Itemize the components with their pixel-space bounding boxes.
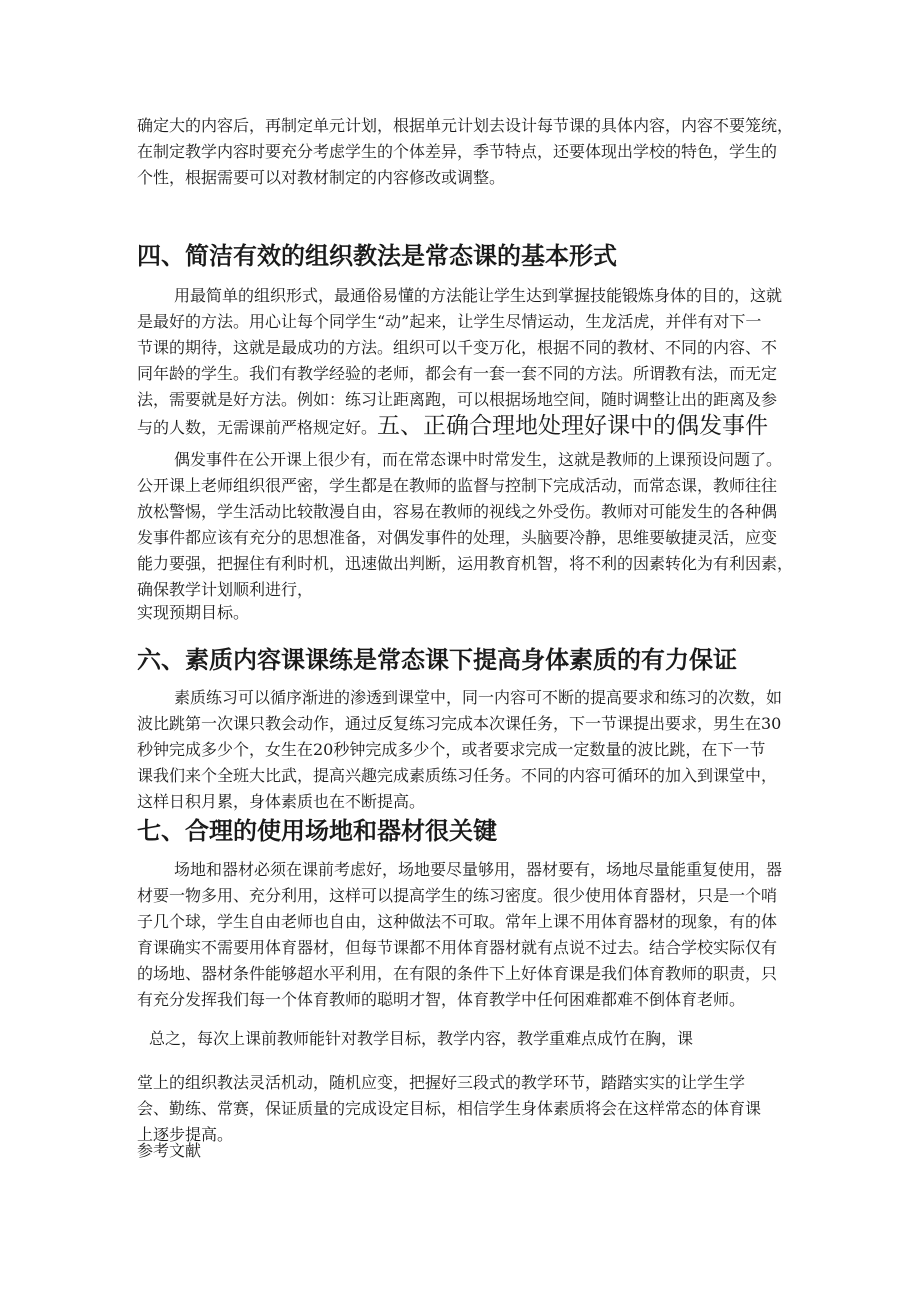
text-line: 确保教学计划顺利进行，: [137, 580, 314, 599]
text-line: 能力要强，把握住有利时机，迅速做出判断，运用教育机智，将不利的因素转化为有利因素，: [137, 554, 794, 573]
text-line: 堂上的组织教法灵活机动，随机应变，把握好三段式的教学环节，踏踏实实的让学生学: [137, 1073, 746, 1092]
text-line: 法，需要就是好方法。例如：练习让距离跑，可以根据场地空间，随时调整让出的距离及参: [137, 390, 778, 409]
text-line: 会、勤练、常赛，保证质量的完成设定目标，相信学生身体素质将会在这样常态的体育课: [137, 1099, 762, 1118]
section-7-paragraph: [137, 857, 782, 1013]
text-line: 同年龄的学生。我们有教学经验的老师，都会有一套一套不同的方法。所谓教有法，而无定: [137, 364, 778, 383]
section-5-paragraph: [137, 447, 793, 603]
text-line: 波比跳第一次课只教会动作，通过反复练习完成本次课任务，下一节课提出要求，男生在30: [137, 714, 782, 733]
text-line: 素质练习可以循序渐进的渗透到课堂中，同一内容可不断的提高要求和练习的次数，如: [174, 688, 783, 707]
references-title: 参考文献: [137, 1141, 202, 1160]
text-line: 节课的期待，这就是最成功的方法。组织可以千变万化，根据不同的教材、不同的内容、不: [137, 338, 778, 357]
conclusion-paragraph: [137, 1070, 761, 1148]
text-line: 场地和器材必须在课前考虑好，场地要尽量够用，器材要有，场地尽量能重复使用，器: [174, 860, 783, 879]
section-heading-5: 五、正确合理地处理好课中的偶发事件: [377, 413, 769, 439]
text-line: 与的人数，无需课前严格规定好。: [137, 418, 378, 437]
section-heading-4: 四、简洁有效的组织教法是常态课的基本形式: [137, 242, 617, 270]
conclusion-first-line: 总之，每次上课前教师能针对教学目标，教学内容，教学重难点成竹在胸，课: [149, 1029, 694, 1048]
text-line: 的场地、器材条件能够超水平利用，在有限的条件下上好体育课是我们体育教师的职责，只: [137, 964, 778, 983]
text-line: 是最好的方法。用心让每个同学生“动”起来，让学生尽情运动，生龙活虎，并伴有对下一: [137, 312, 762, 331]
text-line: 有充分发挥我们每一个体育教师的聪明才智，体育教学中任何困难都难不倒体育老师。: [137, 990, 746, 1009]
section-heading-7: 七、合理的使用场地和器材很关键: [137, 817, 497, 845]
text-line: 课我们来个全班大比武，提高兴趣完成素质练习任务。不同的内容可循环的加入到课堂中，: [137, 766, 778, 785]
section-6-paragraph: [137, 685, 782, 815]
text-line: 确定大的内容后，再制定单元计划，根据单元计划去设计每节课的具体内容，内容不要笼统，: [137, 116, 794, 135]
text-line: 用最简单的组织形式，最通俗易懂的方法能让学生达到掌握技能锻炼身体的目的，这就: [174, 286, 783, 305]
intro-paragraph: [137, 113, 793, 191]
section-4-paragraph: [137, 283, 782, 441]
section-heading-6: 六、素质内容课课练是常态课下提高身体素质的有力保证: [137, 646, 737, 674]
text-line: 在制定教学内容时要充分考虑学生的个体差异，季节特点，还要体现出学校的特色，学生的: [137, 142, 778, 161]
text-line: 发事件都应该有充分的思想准备，对偶发事件的处理，头脑要冷静，思维要敏捷灵活，应变: [137, 528, 778, 547]
text-line: 子几个球，学生自由老师也自由，这种做法不可取。常年上课不用体育器材的现象，有的体: [137, 912, 778, 931]
text-line: 秒钟完成多少个，女生在20秒钟完成多少个，或者要求完成一定数量的波比跳，在下一节: [137, 740, 766, 759]
text-line-with-heading: [137, 413, 782, 441]
text-line: 材要一物多用、充分利用，这样可以提高学生的练习密度。很少使用体育器材，只是一个哨: [137, 886, 778, 905]
text-line: 偶发事件在公开课上很少有，而在常态课中时常发生，这就是教师的上课预设问题了。: [174, 450, 783, 469]
text-line: 个性，根据需要可以对教材制定的内容修改或调整。: [137, 168, 506, 187]
text-line: 上逐步提高。: [137, 1125, 234, 1144]
text-line: 育课确实不需要用体育器材，但每节课都不用体育器材就有点说不过去。结合学校实际仅有: [137, 938, 778, 957]
section-5-tail: 实现预期目标。: [137, 603, 250, 622]
text-line: 这样日积月累，身体素质也在不断提高。: [137, 792, 426, 811]
text-line: 放松警惕，学生活动比较散漫自由，容易在教师的视线之外受伤。教师对可能发生的各种偶: [137, 502, 778, 521]
text-line: 公开课上老师组织很严密，学生都是在教师的监督与控制下完成活动，而常态课，教师往往: [137, 476, 778, 495]
